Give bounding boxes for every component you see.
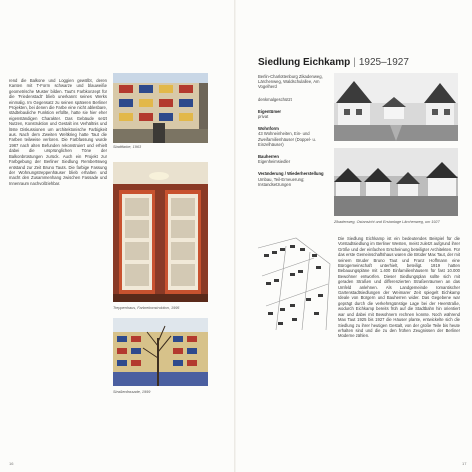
stairwell-photo-caption: Treppenhaus, Farbrekonstruktion, 1995 bbox=[113, 306, 180, 310]
site-plan-drawing bbox=[256, 236, 332, 332]
left-page-number: 16 bbox=[9, 461, 14, 466]
houses-photo-top bbox=[334, 73, 458, 141]
fact-protection bbox=[258, 97, 330, 102]
site-plan bbox=[256, 236, 332, 332]
fact-changes bbox=[258, 171, 330, 187]
apartment-photo bbox=[113, 318, 208, 386]
section-years: 1925–1927 bbox=[358, 57, 409, 68]
left-page bbox=[0, 0, 235, 472]
fact-changes-label: Veränderung / Wiederherstellung bbox=[258, 171, 324, 177]
houses-middle-illustration bbox=[334, 148, 458, 216]
facade-photo bbox=[113, 73, 208, 143]
apartment-illustration bbox=[113, 318, 208, 386]
stairwell-photo bbox=[113, 162, 208, 302]
houses-photo-caption: Zikadenweg, Ostansicht und Erstanlage Lärchenweg, um 1927 bbox=[334, 220, 440, 224]
fact-changes-value: Umbau, Teil-Erneuerung; Instandsetzungen bbox=[258, 176, 305, 187]
left-column-text: rend die Balkone und Loggien gewölbt, deren Kanten mit T-Form schwarze und blauweiße geometrische Muster bilden. Taut's Farbkonzept für die 'Friedenstadt' blieb unerkannt seines Werks einmalig. Im Gegensatz zu seinen späteren Berliner Projekten, bei denen die Farbe eine nicht ablesbare, städtebauliche Funktion erfüllte, hatte sie hier eher eigenständigen Charakter. Das Gebäude setzt Nutzen, Konstruktion und Gestalt ins Verhältnis und löste Diskussionen um architektonische Farbigkeit aus. Nach dem Zweiten Weltkrieg hatte Taut die Farben teilweise verloren. Die Farbfassung wurde 1987 nach alten Befunden rekonstruiert und erhielt dabei die ursprünglichen Töne der Balkonbrüstungen zurück. Auch ein Projekt zur Farbgebung der Berliner Siedlung Rembertsweg entstand zur Zeit Bruno Tauts. Die farbige Fassung der Wohnungstreppenhäuser blieb erhalten und macht den Zusammenhang zwischen Fassade und Innenraum nachvollziehbar. bbox=[9, 78, 107, 186]
apartment-photo-caption: Straßenfassade, 1999 bbox=[113, 390, 151, 394]
right-page-number: 17 bbox=[462, 461, 467, 466]
right-column-text: Die Siedlung Eichkamp ist ein bedeutendes Beispiel für die Vorstadtsiedlung im Berliner Westen, meist zuletzt aufgrund ihrer Größe und der einfachen Erscheinung beteiligter Architekten. Für das erste Gemeinschaftshaus waren die Brüder Max Taut, der mit seinem Bruder Bruno Taut und Franz Hoffmann eine Bürogemeinschaft unterhielt, beteiligt. 1919 hatten Bebauungspläne mit 1.400 Einfamilienhäusern für fast 10.000 Bewohner entworfen. Dieser Siedlungsplan sollte sich mit geraden Straßen und differenzierten Straßenräumen an das Umfeld anlehnen. Als Landgemeinde romantischer Gartenstadtsiedlungen der Weimarer Zeit spiegelt Eichkamp Ideale von Bürgern und Bauherren wider. Das Gegebene war geprägt durch die verkehrsgünstige Lage bei der Heerstraße, wodurch Eichkamp bereits früh auf die Stadtbahn hin orientiert war und dabei mit Bewohnern rechnen konnte. Noch während Max Taut 1925 bis 1927 die Häuser plante, entwickelte sich die Siedlung zu ihrer heutigen Gestalt, von der große Teile bis heute erhalten sind und die zu den frühen Zeugnissen der Berliner Moderne zählen. bbox=[338, 236, 460, 339]
fact-sheet bbox=[258, 74, 330, 194]
section-title bbox=[258, 57, 409, 68]
fact-owner bbox=[258, 109, 330, 119]
fact-address bbox=[258, 74, 330, 90]
facade-illustration bbox=[113, 73, 208, 143]
fact-housing-value: 43 Wohneinheiten, Ein- und Zweifamilienhäuser (Doppel- u. Einzelhäuser) bbox=[258, 131, 316, 147]
houses-photo-middle bbox=[334, 148, 458, 216]
fact-owner-label: Eigentümer bbox=[258, 108, 282, 114]
fact-protection-value: denkmalgeschützt bbox=[258, 96, 292, 102]
houses-top-illustration bbox=[334, 73, 458, 141]
fact-owner-value: privat bbox=[258, 114, 269, 120]
stairwell-illustration bbox=[113, 162, 208, 302]
fact-client-label: Bauherren bbox=[258, 154, 279, 160]
fact-client bbox=[258, 154, 330, 164]
section-title-text: Siedlung Eichkamp bbox=[258, 57, 351, 68]
fact-client-value: Eigenheimsiedler bbox=[258, 159, 291, 165]
fact-housing-label: Wohnform bbox=[258, 126, 279, 132]
facade-photo-caption: Stadtfarbe, 1963 bbox=[113, 145, 142, 149]
fact-housing bbox=[258, 126, 330, 147]
title-separator: | bbox=[353, 57, 356, 68]
fact-address-value: Berlin-Charlottenburg Zikadenweg, Lärchenweg, Waldschulallee, Am Vogelherd bbox=[258, 74, 323, 90]
